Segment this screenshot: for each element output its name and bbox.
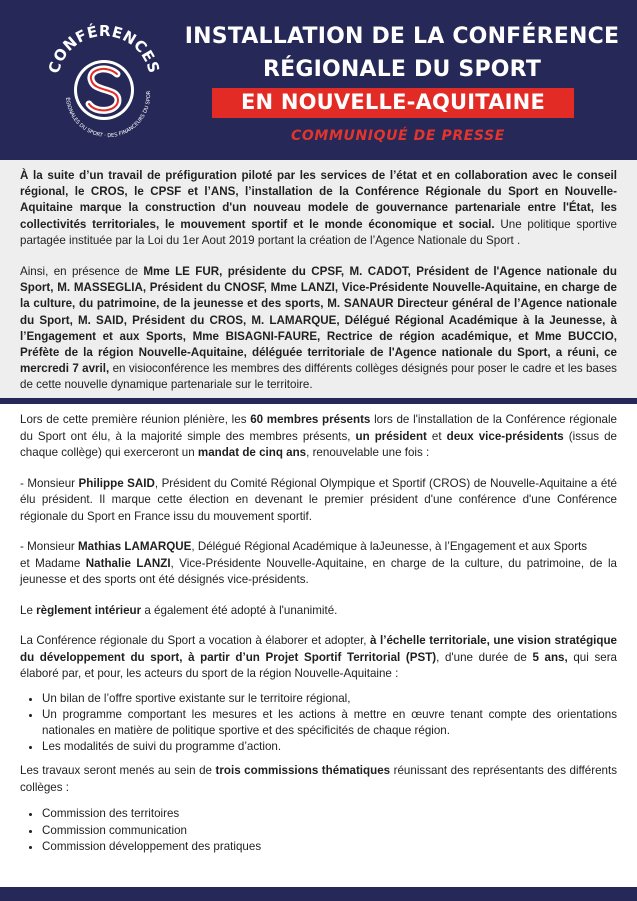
section-divider <box>0 398 637 404</box>
list-item: • Commission communication <box>42 823 617 839</box>
title-line-2: RÉGIONALE DU SPORT <box>262 57 542 82</box>
svg-text:CONFÉRENCES: CONFÉRENCES <box>44 21 164 76</box>
paragraph-vice-presidents: - Monsieur Mathias LAMARQUE, Délégué Régional Académique à laJeunesse, à l’Engagement et aux Sports et Madame Nathalie LANZI, Vice-Présidente Nouvelle-Aquitaine, en charge de la culture, du patrimoine, de la jeunesse et des sports ont été désignés vice-présidents. <box>20 540 618 586</box>
svg-text:RÉGIONALES DU SPORT · DES FINA: ÉGIONALES DU SPORT · DES FINANCEURS DU SPOR <box>63 90 153 140</box>
title-line-1: INSTALLATION DE LA CONFÉRENCE <box>184 24 620 49</box>
paragraph-reglement: Le règlement intérieur a également été adopté à l'unanimité. <box>20 603 338 617</box>
list-item: • Un programme comportant les mesures et les actions à mettre en œuvre tenant compte des orientations nationales en matière de politique sportive et des spécificités de chaque région. <box>42 707 617 739</box>
conferences-logo <box>44 12 164 144</box>
paragraph-election: Lors de cette première réunion plénière, les 60 membres présents lors de l'installation de la Conférence régionale du Sport ont élu, à la majorité simple des membres présents, un président et deux vice-présidents (issus de chaque collège) qui exerceront un mandat de cinq ans, renouvelable une fois : <box>20 413 617 459</box>
title-line-3: EN NOUVELLE-AQUITAINE <box>241 90 545 114</box>
press-release-label: COMMUNIQUÉ DE PRESSE <box>291 128 505 144</box>
pst-list <box>20 691 617 756</box>
paragraph-vocation: La Conférence régionale du Sport a vocation à élaborer et adopter, à l’échelle territoriale, une vision stratégique du développement du sport, à partir d’un Projet Sportif Territorial (PST), d'une durée de 5 ans, qui sera élaboré par, et pour, les acteurs du sport de la région Nouvelle-Aquitaine : <box>20 634 617 680</box>
intro-box <box>0 160 637 398</box>
commissions-list <box>20 806 617 855</box>
list-item: • Un bilan de l’offre sportive existante sur le territoire régional, <box>42 691 617 707</box>
paragraph-president: - Monsieur Philippe SAID, Président du Comité Régional Olympique et Sportif (CROS) de Nouvelle-Aquitaine a été élu président. Il marque cette élection en devenant le premier président d'une conférence d'une Conférence régionale du Sport en France issu du mouvement sportif. <box>20 476 617 523</box>
main-body <box>20 412 617 863</box>
intro-paragraph-1: À la suite d’un travail de préfiguration piloté par les services de l’état et en collaboration avec le conseil régional, le CROS, le CPSF et l’ANS, l’installation de la Conférence Régionale du Sport en Nouvelle-Aquitaine marque la construction d'un nouveau modele de gouvernance partenariale entre l'État, les collectivités territoriales, le mouvement sportif et le monde économique et social. Une politique sportive partagée instituée par la Loi du 1er Aout 2019 portant la création de l’Agence Nationale du Sport . <box>20 169 617 247</box>
paragraph-commissions: Les travaux seront menés au sein de trois commissions thématiques réunissant des représentants des différents collèges : <box>20 764 617 794</box>
intro-paragraph-2: Ainsi, en présence de Mme LE FUR, présidente du CPSF, M. CADOT, Président de l'Agence nationale du Sport, M. MASSEGLIA, Président du CNOSF, Mme LANZI, Vice-Présidente Nouvelle-Aquitaine, en charge de la culture, du patrimoine, de la jeunesse et des sports, M. SANAUR Directeur général de l’Agence nationale du Sport, M. SAID, Président du CROS, M. LAMARQUE, Délégué Régional Académique à la Jeunesse, à l’Engagement et aux Sports, Mme BISAGNI-FAURE, Rectrice de région académique, et Mme BUCCIO, Préfète de la région Nouvelle-Aquitaine, déléguée territoriale de l'Agence nationale du Sport, a réuni, ce mercredi 7 avril, en visioconférence les membres des différents collèges désignés pour poser le cadre et les bases de cette nouvelle dynamique partenariale sur le territoire. <box>20 265 617 392</box>
header-banner <box>0 0 637 160</box>
footer-bar <box>0 887 637 901</box>
list-item: • Commission des territoires <box>42 806 617 822</box>
list-item: • Les modalités de suivi du programme d’action. <box>42 739 617 755</box>
list-item: • Commission développement des pratiques <box>42 839 617 855</box>
